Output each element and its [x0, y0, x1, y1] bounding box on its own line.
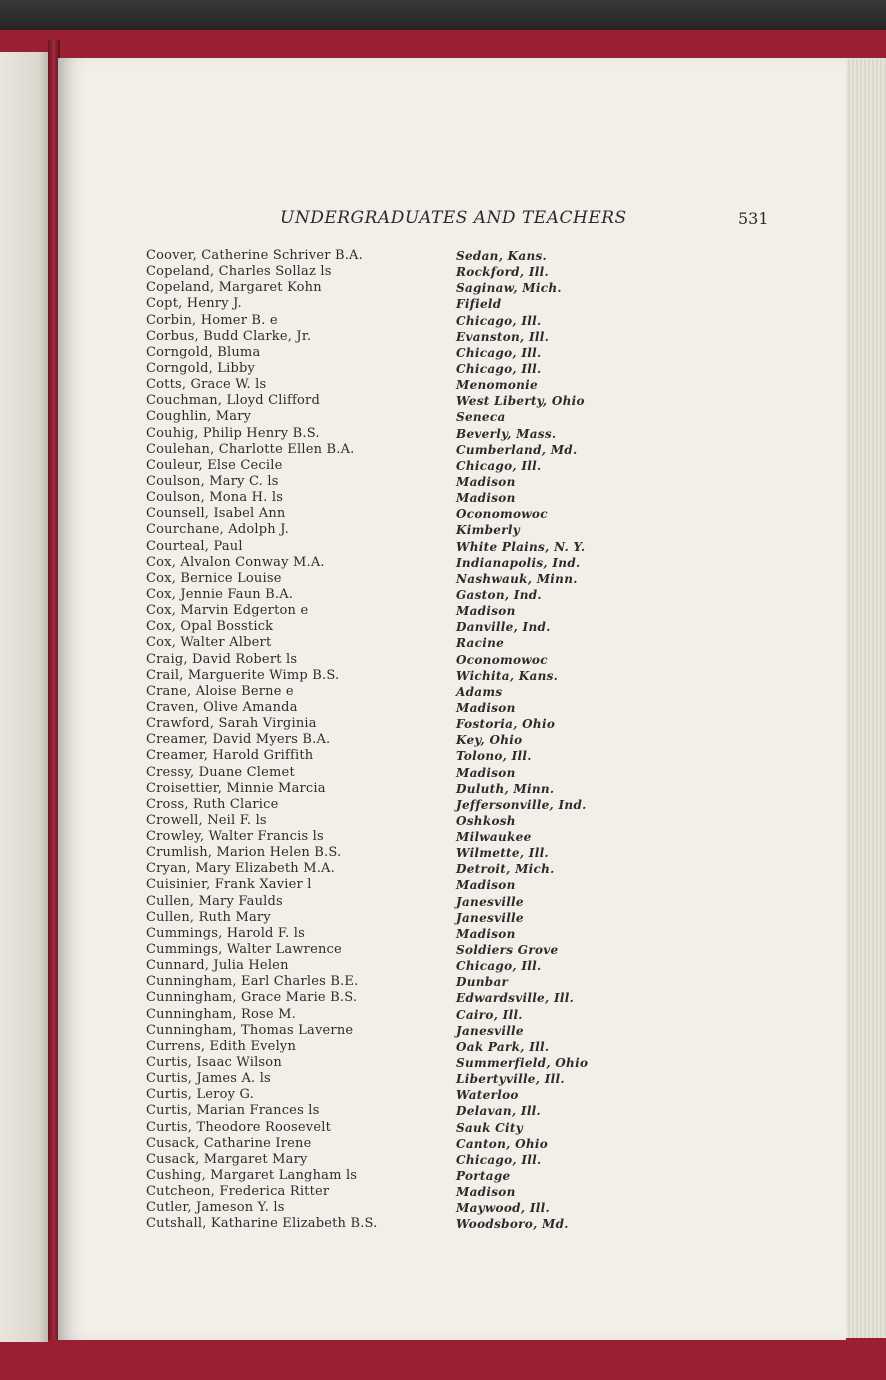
entry-place: Wilmette, Ill.: [456, 846, 549, 861]
entry-place: Chicago, Ill.: [456, 345, 542, 360]
entry-name: Crawford, Sarah Virginia: [146, 716, 317, 732]
list-item: [58, 571, 846, 587]
list-item: [58, 619, 846, 635]
entry-name: Currens, Edith Evelyn: [146, 1038, 297, 1054]
entry-name: Cox, Marvin Edgerton e: [146, 603, 309, 619]
entry-place: Canton, Ohio: [456, 1136, 549, 1151]
list-item: [58, 861, 846, 877]
entry-name: Cusack, Margaret Mary: [146, 1151, 308, 1167]
entry-name: Courchane, Adolph J.: [146, 522, 289, 538]
list-item: [58, 393, 846, 409]
list-item: [58, 458, 846, 474]
list-item: [58, 409, 846, 425]
entry-place: Chicago, Ill.: [456, 313, 542, 328]
list-item: [58, 426, 846, 442]
entry-place: Madison: [456, 491, 516, 506]
list-item: [58, 1136, 846, 1152]
entry-name: Cutler, Jameson Y. ls: [146, 1200, 285, 1216]
list-item: [58, 1071, 846, 1087]
entry-place: Duluth, Minn.: [456, 781, 555, 796]
list-item: [58, 781, 846, 797]
entry-place: Racine: [456, 636, 505, 651]
entry-name: Couleur, Else Cecile: [146, 457, 283, 473]
entry-place: Chicago, Ill.: [456, 361, 542, 376]
list-item: [58, 296, 846, 312]
entry-name: Crowley, Walter Francis ls: [146, 829, 324, 845]
list-item: [58, 522, 846, 538]
entry-place: Madison: [456, 474, 516, 489]
entry-place: Oconomowoc: [456, 507, 548, 522]
entry-place: Sauk City: [456, 1120, 523, 1135]
entry-name: Cummings, Harold F. ls: [146, 925, 305, 941]
list-item: [58, 716, 846, 732]
entry-place: Saginaw, Mich.: [456, 281, 562, 296]
running-header: UNDERGRADUATES AND TEACHERS: [280, 208, 627, 228]
entry-place: Milwaukee: [456, 830, 532, 845]
entry-name: Coover, Catherine Schriver B.A.: [146, 248, 363, 263]
list-item: [58, 974, 846, 990]
entry-name: Copt, Henry J.: [146, 296, 242, 312]
entry-name: Curtis, James A. ls: [146, 1071, 271, 1087]
list-item: [58, 1184, 846, 1200]
entry-place: Madison: [456, 700, 516, 715]
entry-name: Craig, David Robert ls: [146, 651, 298, 667]
entry-place: Evanston, Ill.: [456, 329, 550, 344]
entry-place: Wichita, Kans.: [456, 668, 559, 683]
entry-place: Fifield: [456, 297, 502, 312]
entry-name: Cutcheon, Frederica Ritter: [146, 1184, 330, 1200]
list-item: [58, 1039, 846, 1055]
entry-place: Janesville: [456, 894, 524, 909]
entry-name: Copeland, Charles Sollaz ls: [146, 264, 332, 280]
entry-name: Crumlish, Marion Helen B.S.: [146, 845, 342, 861]
entry-place: Cumberland, Md.: [456, 442, 578, 457]
entry-place: Gaston, Ind.: [456, 587, 542, 602]
list-item: [58, 829, 846, 845]
entry-place: Chicago, Ill.: [456, 959, 542, 974]
entry-name: Corbin, Homer B. e: [146, 312, 278, 328]
entry-name: Cressy, Duane Clemet: [146, 764, 295, 780]
list-item: [58, 1200, 846, 1216]
entry-place: Menomonie: [456, 378, 538, 393]
entry-name: Cunningham, Earl Charles B.E.: [146, 974, 359, 990]
entry-name: Coulson, Mary C. ls: [146, 473, 279, 489]
list-item: [58, 506, 846, 522]
entry-name: Craven, Olive Amanda: [146, 699, 298, 715]
list-item: [58, 765, 846, 781]
list-item: [58, 1152, 846, 1168]
entry-place: Jeffersonville, Ind.: [456, 797, 587, 812]
entry-place: Key, Ohio: [456, 733, 523, 748]
entry-name: Cox, Opal Bosstick: [146, 619, 274, 635]
list-item: [58, 555, 846, 571]
entry-place: Sedan, Kans.: [456, 249, 548, 263]
entry-place: Rockford, Ill.: [456, 265, 549, 280]
list-item: [58, 264, 846, 280]
page-stack-edges: [846, 58, 886, 1338]
list-item: [58, 377, 846, 393]
entry-place: Soldiers Grove: [456, 943, 559, 958]
entry-name: Crowell, Neil F. ls: [146, 812, 267, 828]
list-item: [58, 603, 846, 619]
entry-name: Curtis, Marian Frances ls: [146, 1103, 320, 1119]
list-item: [58, 442, 846, 458]
entry-place: Nashwauk, Minn.: [456, 571, 578, 586]
page-number: 531: [738, 209, 769, 228]
directory-list: [58, 248, 846, 1233]
entry-name: Cunningham, Rose M.: [146, 1006, 296, 1022]
entry-place: Delavan, Ill.: [456, 1104, 542, 1119]
list-item: [58, 1007, 846, 1023]
list-item: [58, 474, 846, 490]
list-item: [58, 845, 846, 861]
list-item: [58, 539, 846, 555]
entry-name: Creamer, Harold Griffith: [146, 748, 314, 764]
entry-place: Tolono, Ill.: [456, 749, 532, 764]
entry-place: Janesville: [456, 1023, 524, 1038]
entry-name: Cox, Bernice Louise: [146, 570, 282, 586]
entry-place: Chicago, Ill.: [456, 1152, 542, 1167]
list-item: [58, 1120, 846, 1136]
list-item: [58, 813, 846, 829]
list-item: [58, 652, 846, 668]
entry-place: West Liberty, Ohio: [456, 394, 585, 409]
entry-name: Crane, Aloise Berne e: [146, 683, 294, 699]
entry-place: Libertyville, Ill.: [456, 1072, 565, 1087]
entry-place: Cairo, Ill.: [456, 1007, 523, 1022]
entry-place: Adams: [456, 684, 503, 699]
entry-place: Detroit, Mich.: [456, 862, 555, 877]
entry-name: Cuisinier, Frank Xavier l: [146, 877, 312, 893]
entry-name: Cummings, Walter Lawrence: [146, 942, 342, 958]
list-item: [58, 635, 846, 651]
entry-name: Curtis, Isaac Wilson: [146, 1055, 282, 1071]
entry-place: Summerfield, Ohio: [456, 1056, 589, 1071]
entry-name: Corngold, Bluma: [146, 344, 261, 360]
list-item: [58, 797, 846, 813]
list-item: [58, 877, 846, 893]
book-page: [58, 58, 846, 1340]
entry-place: Madison: [456, 604, 516, 619]
entry-name: Couhig, Philip Henry B.S.: [146, 425, 320, 441]
list-item: [58, 684, 846, 700]
entry-name: Coulson, Mona H. ls: [146, 490, 284, 506]
list-item: [58, 490, 846, 506]
entry-place: Madison: [456, 926, 516, 941]
list-item: [58, 587, 846, 603]
list-item: [58, 1055, 846, 1071]
entry-name: Cox, Alvalon Conway M.A.: [146, 554, 325, 570]
list-item: [58, 361, 846, 377]
list-item: [58, 958, 846, 974]
entry-name: Cullen, Mary Faulds: [146, 893, 283, 909]
list-item: [58, 910, 846, 926]
entry-place: Maywood, Ill.: [456, 1201, 550, 1216]
list-item: [58, 329, 846, 345]
entry-place: Woodsboro, Md.: [456, 1217, 569, 1232]
entry-name: Counsell, Isabel Ann: [146, 506, 286, 522]
entry-place: White Plains, N. Y.: [456, 539, 586, 554]
entry-name: Copeland, Margaret Kohn: [146, 280, 322, 296]
entry-place: Oconomowoc: [456, 652, 548, 667]
entry-name: Creamer, David Myers B.A.: [146, 732, 331, 748]
list-item: [58, 894, 846, 910]
entry-place: Edwardsville, Ill.: [456, 991, 575, 1006]
list-item: [58, 1023, 846, 1039]
list-item: [58, 313, 846, 329]
entry-name: Curtis, Leroy G.: [146, 1087, 254, 1103]
list-item: [58, 280, 846, 296]
entry-name: Croisettier, Minnie Marcia: [146, 780, 326, 796]
entry-name: Cox, Walter Albert: [146, 635, 272, 651]
entry-name: Crail, Marguerite Wimp B.S.: [146, 667, 340, 683]
list-item: [58, 748, 846, 764]
entry-name: Cryan, Mary Elizabeth M.A.: [146, 861, 335, 877]
list-item: [58, 926, 846, 942]
list-item: [58, 700, 846, 716]
entry-name: Cullen, Ruth Mary: [146, 909, 271, 925]
entry-name: Courteal, Paul: [146, 538, 243, 554]
entry-name: Corbus, Budd Clarke, Jr.: [146, 328, 312, 344]
list-item: [58, 1168, 846, 1184]
entry-place: Danville, Ind.: [456, 620, 551, 635]
list-item: [58, 345, 846, 361]
entry-place: Indianapolis, Ind.: [456, 555, 581, 570]
entry-name: Cunnard, Julia Helen: [146, 958, 289, 974]
entry-name: Cushing, Margaret Langham ls: [146, 1168, 358, 1184]
facing-page-edge: [0, 52, 48, 1342]
entry-name: Cunningham, Thomas Laverne: [146, 1022, 354, 1038]
entry-name: Couchman, Lloyd Clifford: [146, 393, 320, 409]
entry-name: Cotts, Grace W. ls: [146, 377, 267, 393]
entry-place: Beverly, Mass.: [456, 426, 557, 441]
entry-place: Chicago, Ill.: [456, 458, 542, 473]
entry-name: Coulehan, Charlotte Ellen B.A.: [146, 441, 355, 457]
entry-place: Dunbar: [456, 975, 509, 990]
entry-place: Oshkosh: [456, 813, 516, 828]
list-item: [58, 668, 846, 684]
entry-place: Madison: [456, 878, 516, 893]
entry-place: Madison: [456, 765, 516, 780]
list-item: [58, 942, 846, 958]
entry-name: Curtis, Theodore Roosevelt: [146, 1119, 332, 1135]
entry-name: Cutshall, Katharine Elizabeth B.S.: [146, 1216, 378, 1232]
entry-place: Waterloo: [456, 1088, 519, 1103]
entry-place: Janesville: [456, 910, 524, 925]
entry-place: Madison: [456, 1185, 516, 1200]
list-item: [58, 1216, 846, 1232]
list-item: [58, 1087, 846, 1103]
entry-place: Oak Park, Ill.: [456, 1039, 550, 1054]
entry-name: Cusack, Catharine Irene: [146, 1135, 312, 1151]
entry-name: Cunningham, Grace Marie B.S.: [146, 990, 358, 1006]
entry-name: Cross, Ruth Clarice: [146, 796, 279, 812]
entry-name: Corngold, Libby: [146, 360, 256, 376]
list-item: [58, 732, 846, 748]
list-item: [58, 1103, 846, 1119]
entry-place: Portage: [456, 1169, 511, 1184]
list-item: [58, 248, 846, 264]
entry-place: Seneca: [456, 410, 506, 425]
entry-place: Kimberly: [456, 523, 520, 538]
list-item: [58, 990, 846, 1006]
entry-name: Cox, Jennie Faun B.A.: [146, 586, 294, 602]
entry-place: Fostoria, Ohio: [456, 717, 556, 732]
entry-name: Coughlin, Mary: [146, 409, 252, 425]
